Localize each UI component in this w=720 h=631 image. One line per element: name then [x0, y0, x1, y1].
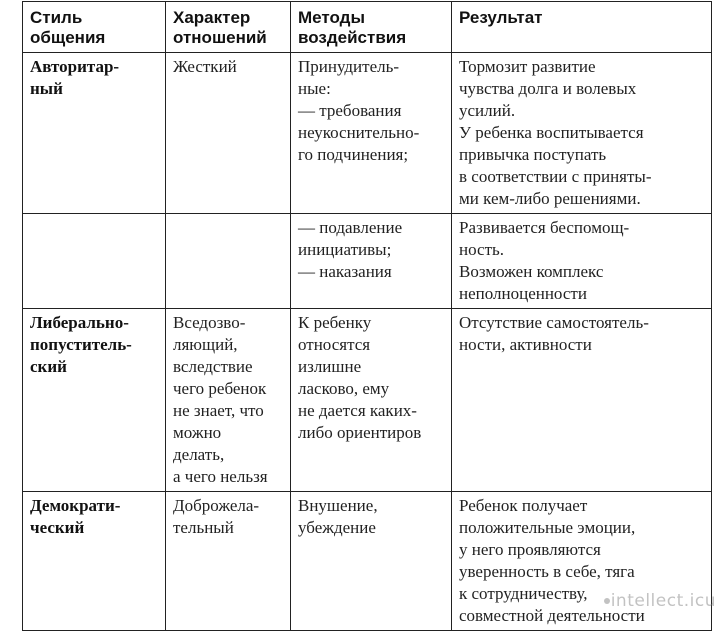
methods-cell	[291, 53, 452, 214]
cell-line: вследствие	[173, 357, 253, 376]
cell-line: уверенность в себе, тяга	[459, 562, 635, 581]
cell-line: Характер	[173, 8, 251, 27]
cell-line: а чего нельзя	[173, 467, 268, 486]
cell-line: У ребенка воспитывается	[459, 123, 644, 142]
header-character	[166, 2, 291, 53]
cell-line: общения	[30, 28, 106, 47]
cell-line: — наказания	[298, 262, 392, 281]
cell-line: Внушение,	[298, 496, 378, 515]
table-row	[23, 53, 712, 214]
cell-line: убеждение	[298, 518, 376, 537]
style-cell	[23, 214, 166, 309]
cell-line: ческий	[30, 518, 85, 537]
cell-line: у него проявляются	[459, 540, 601, 559]
cell-line: Либерально-	[30, 313, 129, 332]
cell-line: воздействия	[298, 28, 407, 47]
communication-styles-table	[22, 1, 712, 631]
cell-line: ласково, ему	[298, 379, 390, 398]
cell-line: Стиль	[30, 8, 83, 27]
table-row	[23, 492, 712, 631]
cell-line: ский	[30, 357, 67, 376]
cell-line: ный	[30, 79, 63, 98]
cell-line: Методы	[298, 8, 365, 27]
cell-line: — подавление	[298, 218, 403, 237]
style-cell	[23, 492, 166, 631]
cell-line: Развивается беспомощ-	[459, 218, 630, 237]
cell-line: Жесткий	[173, 57, 237, 76]
cell-line: не дается каких-	[298, 401, 417, 420]
cell-line: можно	[173, 423, 222, 442]
cell-line: Демократи-	[30, 496, 121, 515]
cell-line: неполноценности	[459, 284, 587, 303]
character-cell	[166, 309, 291, 492]
cell-line: привычка поступать	[459, 145, 607, 164]
style-cell	[23, 53, 166, 214]
cell-line: чего ребенок	[173, 379, 267, 398]
cell-line: положительные эмоции,	[459, 518, 636, 537]
cell-line: отношений	[173, 28, 267, 47]
cell-line: относятся	[298, 335, 371, 354]
cell-line: излишне	[298, 357, 362, 376]
character-cell	[166, 53, 291, 214]
table-row	[23, 309, 712, 492]
header-methods	[291, 2, 452, 53]
cell-line: го подчинения;	[298, 145, 409, 164]
cell-line: тельный	[173, 518, 234, 537]
cell-line: Принудитель-	[298, 57, 400, 76]
cell-line: делать,	[173, 445, 225, 464]
cell-line: к сотрудничеству,	[459, 584, 588, 603]
header-row	[23, 2, 712, 53]
cell-line: ные:	[298, 79, 331, 98]
cell-line: Возможен комплекс	[459, 262, 604, 281]
result-cell	[452, 214, 712, 309]
cell-line: инициативы;	[298, 240, 392, 259]
cell-line: попуститель-	[30, 335, 132, 354]
methods-cell	[291, 214, 452, 309]
cell-line: ность.	[459, 240, 504, 259]
cell-line: не знает, что	[173, 401, 264, 420]
style-cell	[23, 309, 166, 492]
cell-line: Доброжела-	[173, 496, 260, 515]
cell-line: либо ориентиров	[298, 423, 422, 442]
cell-line: К ребенку	[298, 313, 372, 332]
cell-line: Ребенок получает	[459, 496, 588, 515]
header-style	[23, 2, 166, 53]
cell-line: Вседозво-	[173, 313, 246, 332]
character-cell	[166, 214, 291, 309]
result-cell	[452, 492, 712, 631]
cell-line: в соответствии с приняты-	[459, 167, 652, 186]
cell-line: Тормозит развитие	[459, 57, 596, 76]
cell-line: чувства долга и волевых	[459, 79, 637, 98]
methods-cell	[291, 309, 452, 492]
character-cell	[166, 492, 291, 631]
cell-line: Авторитар-	[30, 57, 120, 76]
cell-line: Результат	[459, 8, 543, 27]
table-row	[23, 214, 712, 309]
result-cell	[452, 309, 712, 492]
header-result	[452, 2, 712, 53]
cell-line: ми кем-либо решениями.	[459, 189, 641, 208]
cell-line: ляющий,	[173, 335, 238, 354]
cell-line: ности, активности	[459, 335, 592, 354]
cell-line: — требования	[298, 101, 402, 120]
methods-cell	[291, 492, 452, 631]
result-cell	[452, 53, 712, 214]
cell-line: Отсутствие самостоятель-	[459, 313, 649, 332]
watermark-text: intellect.icu	[610, 591, 716, 611]
cell-line: усилий.	[459, 101, 516, 120]
cell-line: неукоснительно-	[298, 123, 420, 142]
cell-line: совместной деятельности	[459, 606, 645, 625]
